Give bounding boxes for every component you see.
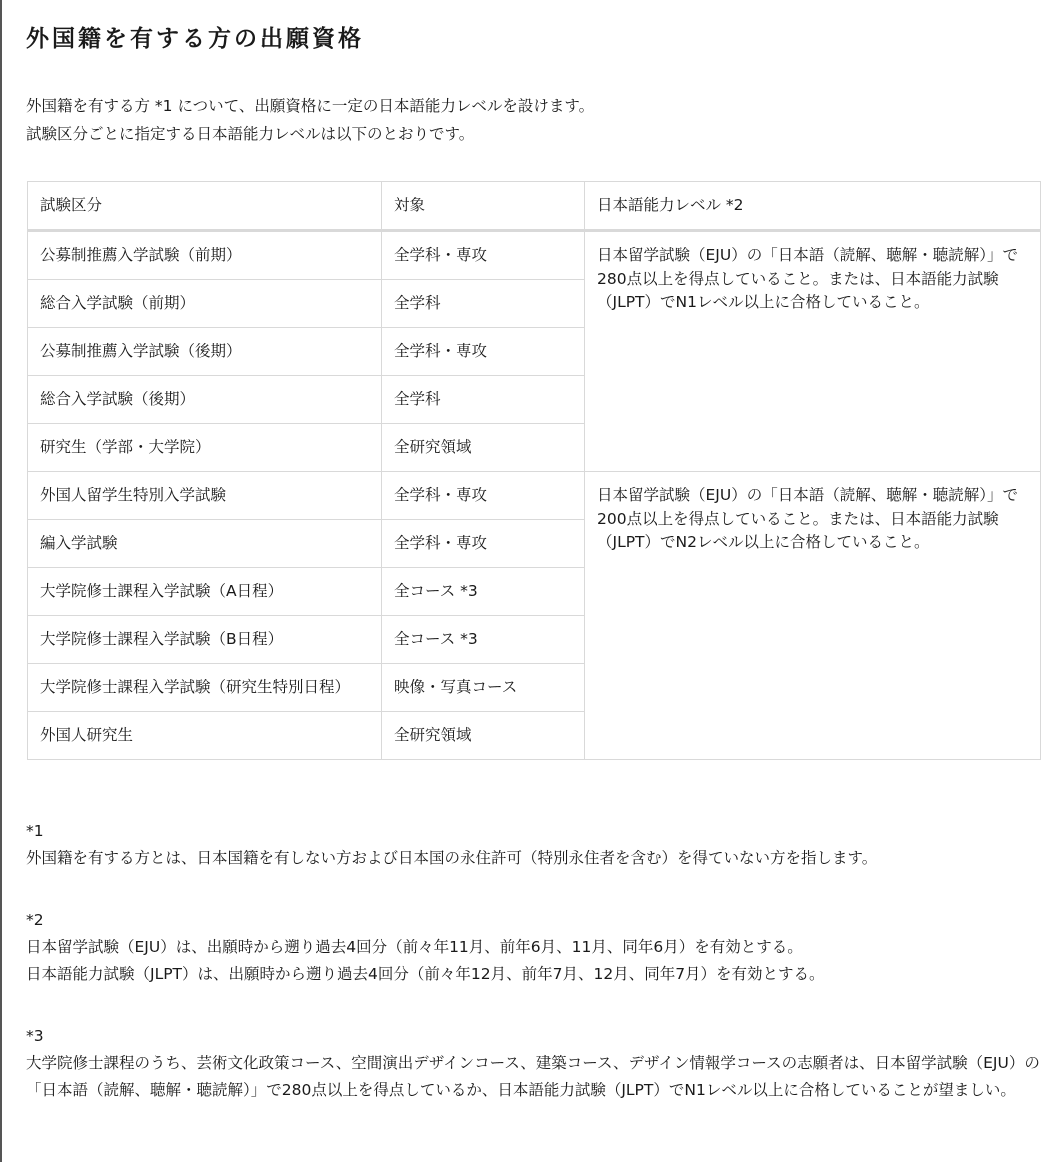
header-exam-category: 試験区分 — [28, 182, 382, 231]
footnote-text: 日本留学試験（EJU）は、出願時から遡り過去4回分（前々年11月、前年6月、11月、同年6月）を有効とする。 — [26, 938, 803, 956]
exam-cell: 大学院修士課程入学試験（A日程） — [28, 568, 382, 616]
level-cell: 日本留学試験（EJU）の「日本語（読解、聴解・聴読解）」で200点以上を得点していること。または、日本語能力試験（JLPT）でN2レベル以上に合格していること。 — [585, 472, 1041, 760]
level-cell: 日本留学試験（EJU）の「日本語（読解、聴解・聴読解）」で280点以上を得点していること。または、日本語能力試験（JLPT）でN1レベル以上に合格していること。 — [585, 231, 1041, 472]
exam-cell: 大学院修士課程入学試験（研究生特別日程） — [28, 664, 382, 712]
header-target: 対象 — [382, 182, 585, 231]
target-cell: 全学科・専攻 — [382, 472, 585, 520]
footnote-1 — [26, 818, 1046, 872]
intro — [26, 92, 594, 148]
exam-cell: 公募制推薦入学試験（後期） — [28, 328, 382, 376]
table-row — [28, 231, 1041, 280]
footnotes — [26, 818, 1046, 1139]
footnote-text: 外国籍を有する方とは、日本国籍を有しない方および日本国の永住許可（特別永住者を含む）を得ていない方を指します。 — [26, 849, 878, 867]
footnote-3 — [26, 1023, 1046, 1104]
table-header-row — [28, 182, 1041, 231]
target-cell: 全学科 — [382, 280, 585, 328]
exam-cell: 研究生（学部・大学院） — [28, 424, 382, 472]
exam-cell: 外国人研究生 — [28, 712, 382, 760]
table-row — [28, 472, 1041, 520]
footnote-mark: *3 — [26, 1027, 44, 1045]
exam-cell: 大学院修士課程入学試験（B日程） — [28, 616, 382, 664]
footnote-mark: *1 — [26, 822, 44, 840]
footnote-2 — [26, 907, 1046, 988]
target-cell: 全学科・専攻 — [382, 231, 585, 280]
intro-line: 外国籍を有する方 *1 について、出願資格に一定の日本語能力レベルを設けます。 — [26, 97, 595, 115]
target-cell: 全学科 — [382, 376, 585, 424]
footnote-text: 日本語能力試験（JLPT）は、出願時から遡り過去4回分（前々年12月、前年7月、12月、同年7月）を有効とする。 — [26, 965, 825, 983]
target-cell: 全コース *3 — [382, 568, 585, 616]
target-cell: 全学科・専攻 — [382, 328, 585, 376]
requirements-table — [27, 181, 1041, 760]
exam-cell: 外国人留学生特別入学試験 — [28, 472, 382, 520]
page-title: 外国籍を有する方の出願資格 — [26, 26, 364, 52]
target-cell: 映像・写真コース — [382, 664, 585, 712]
exam-cell: 総合入学試験（後期） — [28, 376, 382, 424]
exam-cell: 編入学試験 — [28, 520, 382, 568]
exam-cell: 公募制推薦入学試験（前期） — [28, 231, 382, 280]
target-cell: 全コース *3 — [382, 616, 585, 664]
target-cell: 全研究領域 — [382, 712, 585, 760]
intro-line: 試験区分ごとに指定する日本語能力レベルは以下のとおりです。 — [26, 125, 475, 143]
header-japanese-level: 日本語能力レベル *2 — [585, 182, 1041, 231]
exam-cell: 総合入学試験（前期） — [28, 280, 382, 328]
target-cell: 全学科・専攻 — [382, 520, 585, 568]
footnote-mark: *2 — [26, 911, 44, 929]
footnote-text: 大学院修士課程のうち、芸術文化政策コース、空間演出デザインコース、建築コース、デザイン情報学コースの志願者は、日本留学試験（EJU）の「日本語（読解、聴解・聴読解）」で280点以上を得点しているか、日本語能力試験（JLPT）でN1レベル以上に合格していることが望ましい。 — [26, 1054, 1040, 1099]
target-cell: 全研究領域 — [382, 424, 585, 472]
